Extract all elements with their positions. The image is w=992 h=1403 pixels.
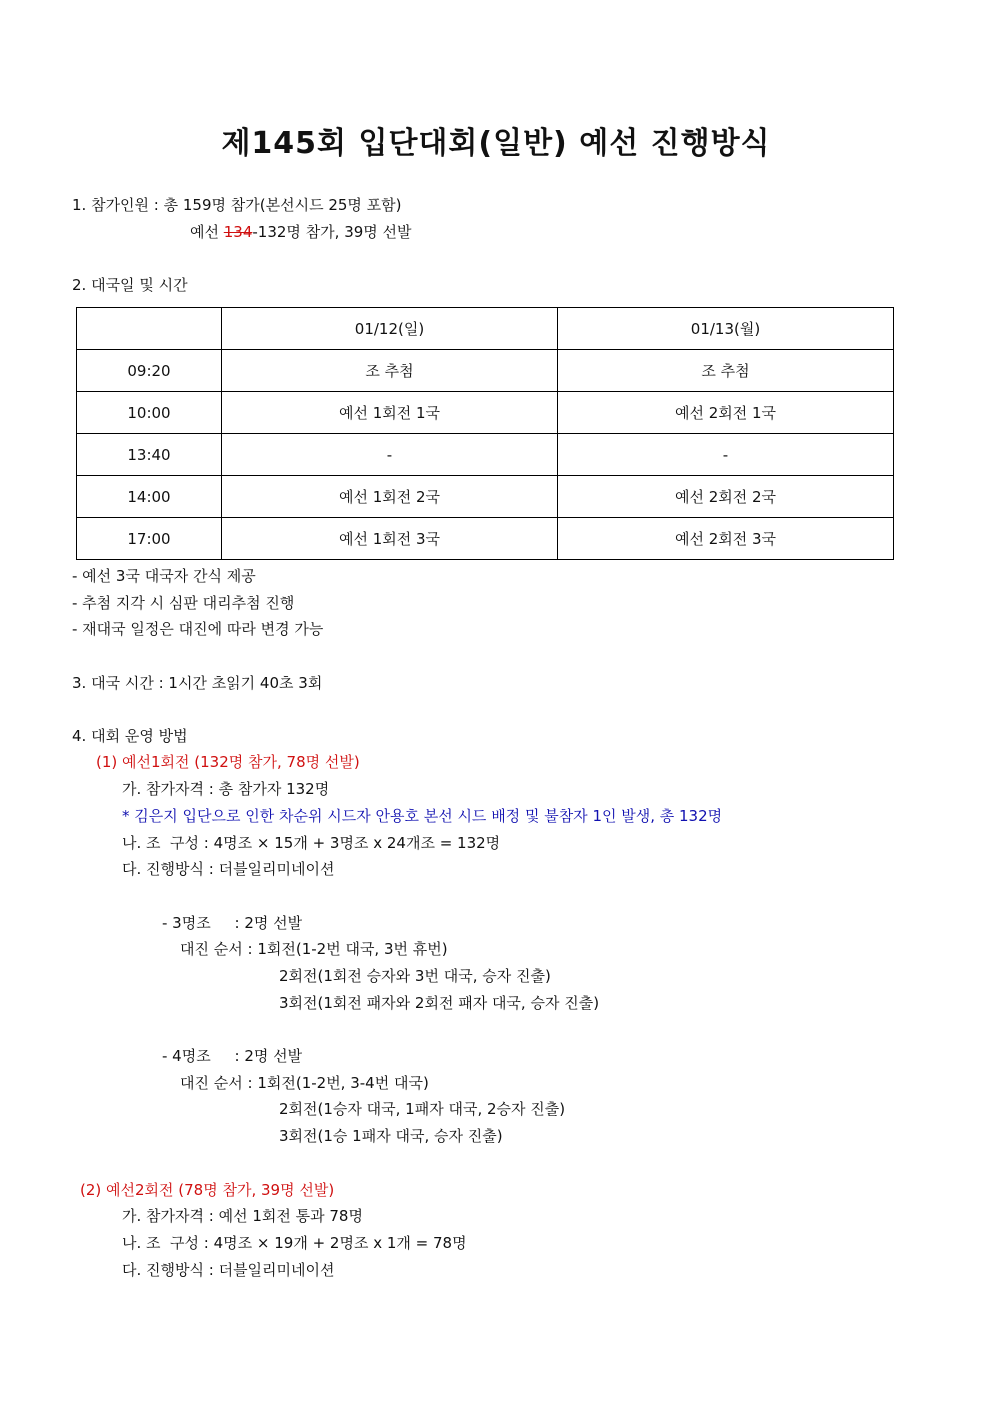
- r1-4group-round2: 2회전(1승자 대국, 1패자 대국, 2승자 진출): [279, 1100, 566, 1118]
- table-cell: 예선 2회전 3국: [558, 518, 894, 560]
- table-row: [77, 476, 894, 518]
- table-cell: 조 추첨: [222, 350, 558, 392]
- r1-4group-order: 대진 순서 : 1회전(1-2번, 3-4번 대국): [180, 1074, 429, 1092]
- r1-3group-round3: 3회전(1회전 패자와 2회전 패자 대국, 승자 진출): [279, 994, 600, 1012]
- r1-note: * 김은지 입단으로 인한 차순위 시드자 안용호 본선 시드 배정 및 불참자 1인 발생, 총 132명: [122, 807, 723, 825]
- r2-eligibility: 가. 참가자격 : 예선 1회전 통과 78명: [122, 1207, 363, 1225]
- s2-note: - 재대국 일정은 대진에 따라 변경 가능: [72, 620, 324, 638]
- table-cell: 예선 2회전 1국: [558, 392, 894, 434]
- table-cell: -: [222, 434, 558, 476]
- s2-note: - 예선 3국 대국자 간식 제공: [72, 567, 256, 585]
- table-row: [77, 392, 894, 434]
- r1-eligibility: 가. 참가자격 : 총 참가자 132명: [122, 780, 330, 798]
- r1-3group-order: 대진 순서 : 1회전(1-2번 대국, 3번 휴번): [180, 940, 448, 958]
- r1-heading: (1) 예선1회전 (132명 참가, 78명 선발): [96, 753, 360, 771]
- table-row: [77, 518, 894, 560]
- r2-format: 다. 진행방식 : 더블일리미네이션: [122, 1261, 335, 1279]
- table-cell: 예선 1회전 3국: [222, 518, 558, 560]
- r2-group-composition: 나. 조 구성 : 4명조 × 19개 + 2명조 x 1개 = 78명: [122, 1234, 467, 1252]
- table-header-cell: [77, 308, 222, 350]
- s2-note: - 추첨 지각 시 심판 대리추첨 진행: [72, 594, 295, 612]
- table-header-cell: 01/12(일): [222, 308, 558, 350]
- r1-4group-round3: 3회전(1승 1패자 대국, 승자 진출): [279, 1127, 503, 1145]
- s1-prelim-struck-count: 134: [223, 223, 253, 241]
- table-cell: 14:00: [77, 476, 222, 518]
- r1-3group-heading: - 3명조 : 2명 선발: [162, 914, 303, 932]
- table-header-row: [77, 308, 894, 350]
- r1-3group-round2: 2회전(1회전 승자와 3번 대국, 승자 진출): [279, 967, 551, 985]
- s1-prelim-rest: -132명 참가, 39명 선발: [252, 223, 412, 241]
- s1-prelim-line: [190, 222, 412, 242]
- schedule-table: [76, 307, 894, 560]
- table-cell: 13:40: [77, 434, 222, 476]
- r1-group-composition: 나. 조 구성 : 4명조 × 15개 + 3명조 x 24개조 = 132명: [122, 834, 501, 852]
- r2-heading: (2) 예선2회전 (78명 참가, 39명 선발): [80, 1181, 335, 1199]
- table-cell: 예선 1회전 2국: [222, 476, 558, 518]
- page-title: 제145회 입단대회(일반) 예선 진행방식: [221, 126, 771, 161]
- table-cell: 10:00: [77, 392, 222, 434]
- table-cell: -: [558, 434, 894, 476]
- table-row: [77, 350, 894, 392]
- s3-time-control: 3. 대국 시간 : 1시간 초읽기 40초 3회: [72, 674, 323, 692]
- r1-4group-heading: - 4명조 : 2명 선발: [162, 1047, 303, 1065]
- s4-heading: 4. 대회 운영 방법: [72, 727, 188, 745]
- s1-prelim-prefix: 예선: [190, 223, 224, 241]
- table-cell: 09:20: [77, 350, 222, 392]
- table-row: [77, 434, 894, 476]
- table-cell: 예선 1회전 1국: [222, 392, 558, 434]
- table-header-cell: 01/13(월): [558, 308, 894, 350]
- table-cell: 17:00: [77, 518, 222, 560]
- r1-format: 다. 진행방식 : 더블일리미네이션: [122, 860, 335, 878]
- table-cell: 조 추첨: [558, 350, 894, 392]
- table-cell: 예선 2회전 2국: [558, 476, 894, 518]
- s1-participants: 1. 참가인원 : 총 159명 참가(본선시드 25명 포함): [72, 196, 402, 214]
- s2-heading: 2. 대국일 및 시간: [72, 276, 188, 294]
